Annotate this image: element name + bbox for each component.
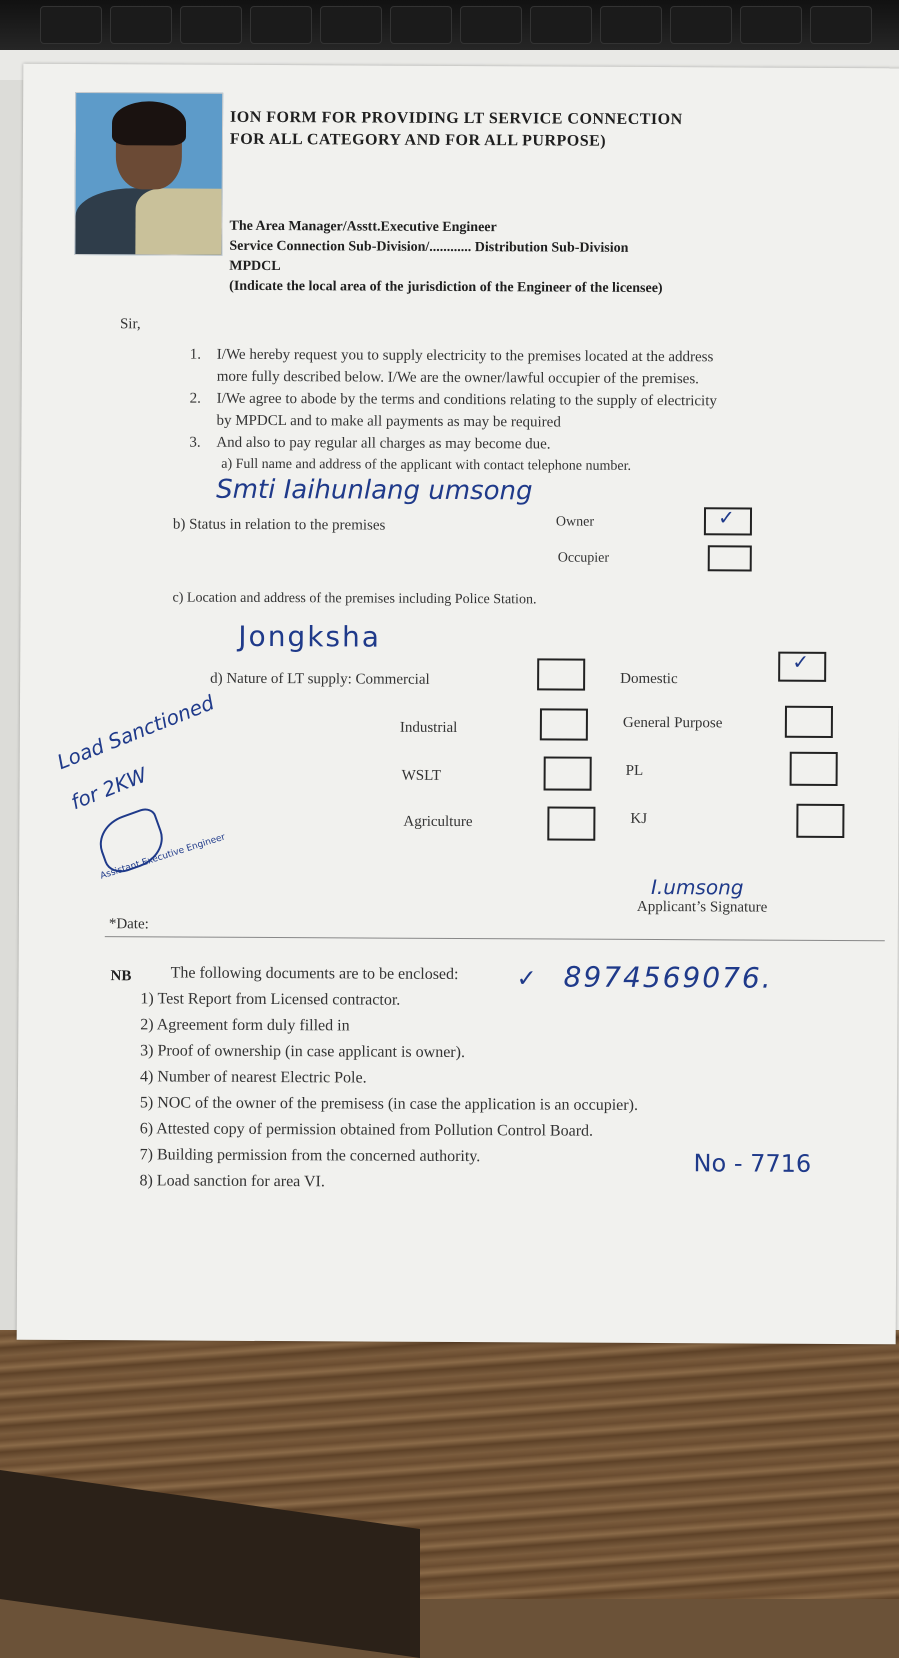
key [740,6,802,44]
document-item: 5) NOC of the owner of the premisess (in case the application is an occupier). [139,1094,639,1114]
key [670,6,732,44]
owner-checkbox[interactable] [704,507,752,535]
pl-checkbox[interactable] [790,752,838,786]
form-title-line2: FOR ALL CATEGORY AND FOR ALL PURPOSE) [229,130,607,150]
applicant-photo [74,92,223,256]
key [40,6,102,44]
key [180,6,242,44]
handwritten-pole-number: No - 7716 [693,1149,812,1178]
application-form-page [17,64,899,1345]
subdivision: Service Connection Sub-Division/............ Distribution Sub-Division [229,238,629,256]
organization: MPDCL [229,258,281,275]
key [530,6,592,44]
divider-line [105,936,885,941]
pl-label: PL [625,762,644,779]
agriculture-checkbox[interactable] [547,806,595,840]
key [250,6,312,44]
document-item: 7) Building permission from the concerned authority. [139,1146,481,1166]
industrial-checkbox[interactable] [540,708,588,740]
document-item: 1) Test Report from Licensed contractor. [140,990,401,1009]
key [390,6,452,44]
handwritten-signature: I.umsong [650,875,744,900]
item2-line1: I/We agree to abode by the terms and conditions relating to the supply of electricity [216,390,717,410]
key [600,6,662,44]
general-purpose-checkbox[interactable] [785,706,833,738]
occupier-checkbox[interactable] [708,545,752,571]
handwritten-load-note-line1: Load Sanctioned [53,690,218,775]
domestic-label: Domestic [620,670,678,688]
kj-label: KJ [630,810,648,827]
salutation: Sir, [119,316,141,333]
check-mark-icon: ✓ [792,649,810,674]
document-item: 3) Proof of ownership (in case applicant is owner). [140,1042,466,1062]
item-number: 3. [189,434,201,451]
handwritten-location: Jongksha [238,619,382,654]
handwritten-phone-number: 8974569076. [563,960,773,995]
item1-line1: I/We hereby request you to supply electricity to the premises located at the address [216,346,714,366]
key [110,6,172,44]
handwritten-load-note-line2: for 2KW [67,762,151,815]
addressee: The Area Manager/Asstt.Executive Engineer [229,218,497,236]
kj-checkbox[interactable] [796,804,844,838]
item-number: 1. [189,346,202,363]
key [810,6,872,44]
jurisdiction-note: (Indicate the local area of the jurisdiction of the Engineer of the licensee) [229,278,663,297]
key [320,6,382,44]
document-item: 2) Agreement form duly filled in [140,1016,350,1035]
check-mark-icon: ✓ [717,505,735,530]
occupier-label: Occupier [557,550,610,566]
form-title-line1: ION FORM FOR PROVIDING LT SERVICE CONNECTION [230,108,683,129]
applicant-signature-label: Applicant’s Signature [636,898,768,916]
general-purpose-label: General Purpose [622,714,723,732]
date-label: *Date: [108,916,149,933]
document-item: 4) Number of nearest Electric Pole. [139,1068,367,1087]
owner-label: Owner [555,514,595,530]
item-number: 2. [189,390,201,407]
document-item: 6) Attested copy of permission obtained from Pollution Control Board. [139,1120,594,1140]
key [460,6,522,44]
supply-nature-label: d) Nature of LT supply: Commercial [210,670,430,688]
item3-line: And also to pay regular all charges as may become due. [216,434,551,453]
document-item: 8) Load sanction for area VI. [139,1172,325,1191]
nb-text: The following documents are to be enclosed: [170,964,459,983]
industrial-label: Industrial [399,719,458,736]
commercial-checkbox[interactable] [537,658,585,690]
nb-label: NB [110,968,132,985]
domestic-checkbox[interactable] [778,649,826,682]
item1-line2: more fully described below. I/We are the owner/lawful occupier of the premises. [216,368,699,388]
handwritten-applicant-name: Smti Iaihunlang umsong [216,474,533,507]
location-label: c) Location and address of the premises including Police Station. [172,590,537,608]
agriculture-label: Agriculture [403,813,473,831]
item2-line2: by MPDCL and to make all payments as may be required [216,412,561,431]
full-name-label: a) Full name and address of the applicant with contact telephone number. [221,456,632,474]
wslt-label: WSLT [401,767,442,784]
officer-stamp: Assistant Executive Engineer [99,832,227,882]
check-mark-icon: ✓ [516,964,537,993]
wslt-checkbox[interactable] [544,756,592,790]
status-label: b) Status in relation to the premises [172,516,386,534]
